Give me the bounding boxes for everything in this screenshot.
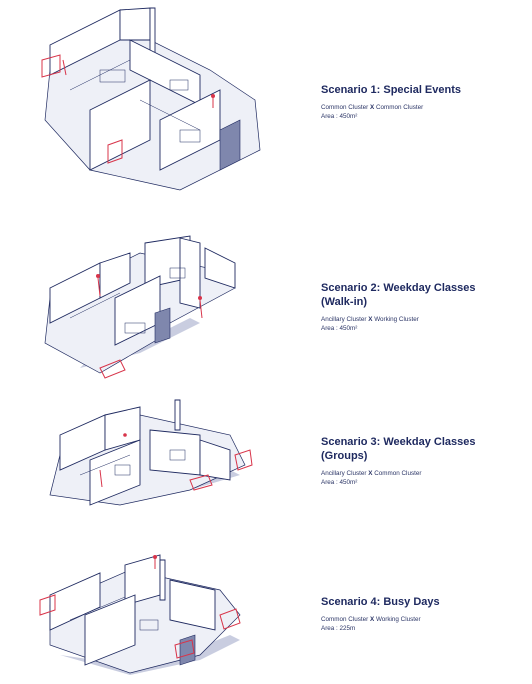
- scenario-1-title: Scenario 1: Special Events: [321, 84, 462, 96]
- scenario-1-area: Area : 450m²: [321, 112, 358, 120]
- scenario-3-cluster-relation: Ancillary Cluster X Common Cluster: [321, 470, 422, 477]
- scenario-4-area: Area : 225m: [321, 624, 356, 632]
- scenario-2-cluster-relation: Ancillary Cluster X Working Cluster: [321, 316, 419, 323]
- scenario-4-title: Scenario 4: Busy Days: [321, 596, 440, 608]
- scenario-2-axonometric-drawing: [30, 228, 250, 388]
- scenario-3-axonometric-drawing: [30, 395, 260, 535]
- scenario-1-axonometric-drawing: [30, 0, 270, 200]
- scenario-2: [0, 228, 532, 388]
- scenario-4-cluster-relation: Common Cluster X Working Cluster: [321, 616, 421, 623]
- scenario-1: [0, 0, 532, 200]
- scenario-1-cluster-relation: Common Cluster X Common Cluster: [321, 104, 424, 111]
- scenario-2-title: Scenario 2: Weekday Classes (Walk-in): [321, 282, 476, 308]
- scenario-2-area: Area : 450m²: [321, 324, 358, 332]
- scenario-3-title: Scenario 3: Weekday Classes (Groups): [321, 436, 476, 462]
- scenario-3-area: Area : 450m²: [321, 478, 358, 486]
- scenario-4: [0, 545, 532, 684]
- scenario-3: [0, 395, 532, 535]
- scenario-2-label: [321, 281, 521, 333]
- scenario-1-label: [321, 83, 521, 121]
- scenario-4-axonometric-drawing: [30, 545, 250, 680]
- scenario-4-label: [321, 595, 521, 633]
- scenario-3-label: [321, 435, 521, 487]
